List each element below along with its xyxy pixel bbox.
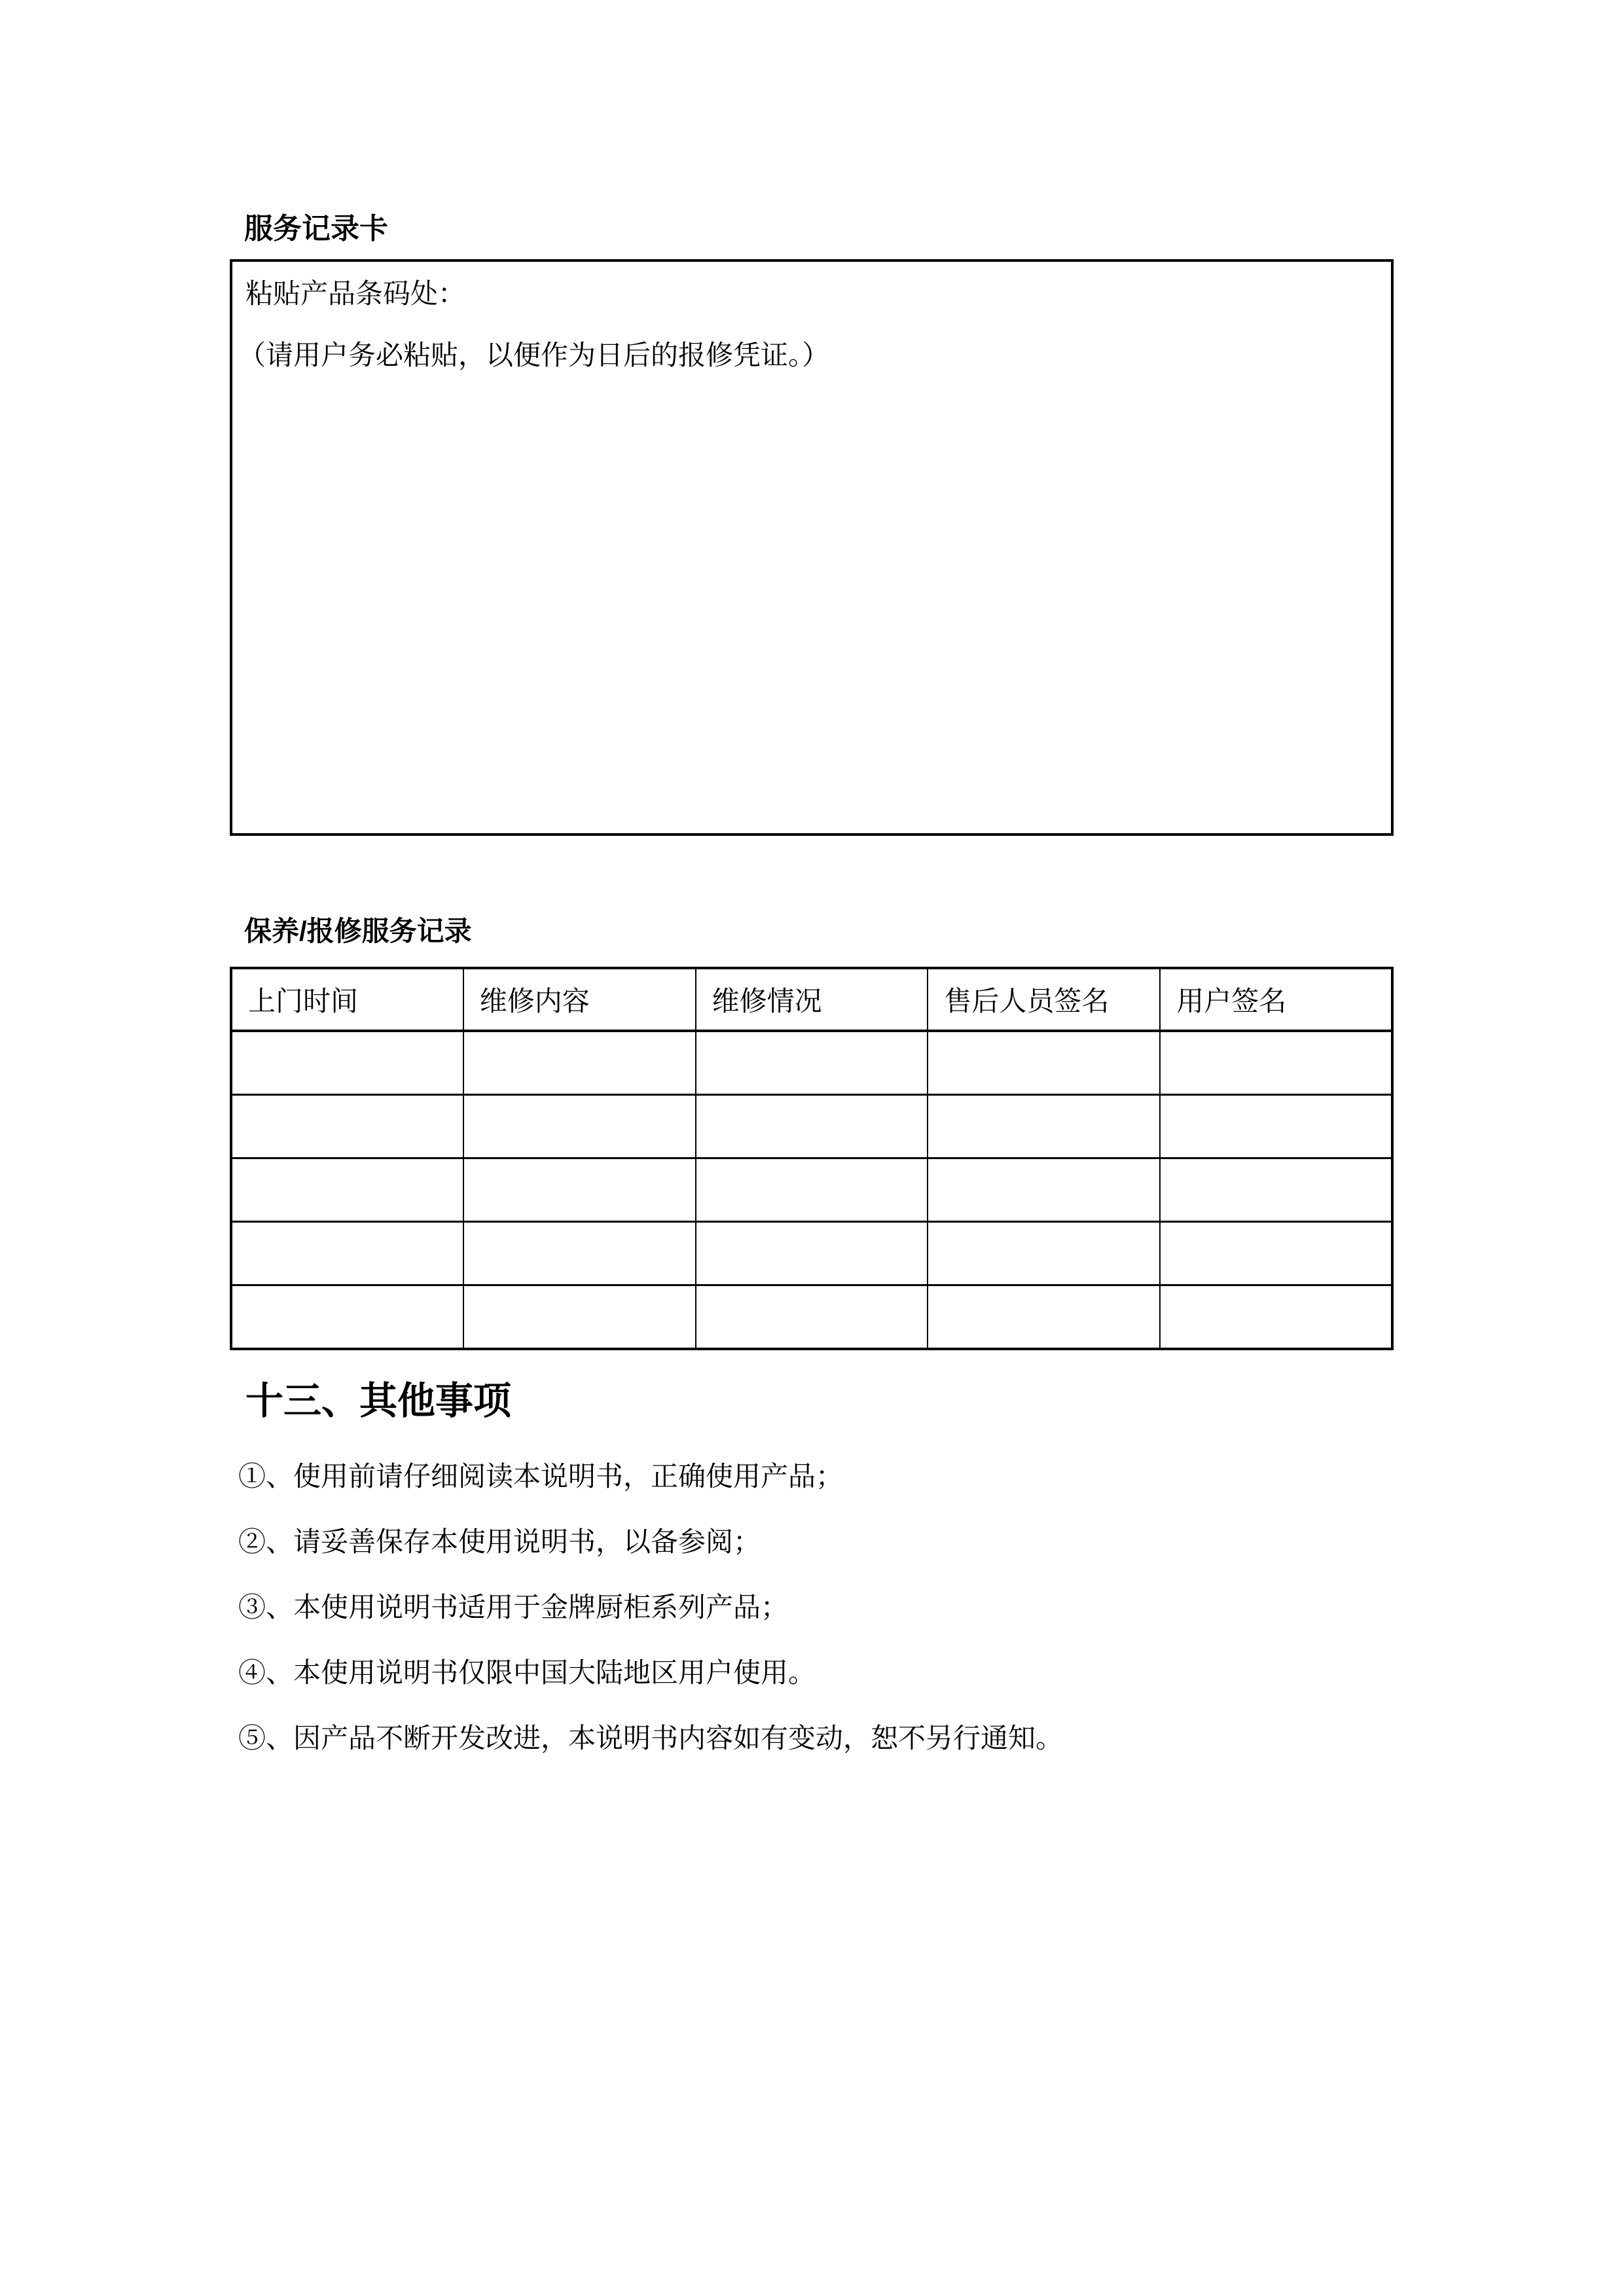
table-cell [231, 1095, 463, 1158]
table-cell [696, 1095, 928, 1158]
table-cell [231, 1158, 463, 1222]
table-cell [231, 1285, 463, 1350]
table-row [231, 1158, 1392, 1222]
table-cell [696, 1222, 928, 1285]
barcode-paste-box [230, 259, 1394, 836]
table-cell [231, 1031, 463, 1095]
maintenance-record-title: 保养/报修服务记录 [244, 916, 472, 946]
table-cell [463, 1285, 696, 1350]
table-cell [928, 1285, 1160, 1350]
table-cell [1160, 1285, 1392, 1350]
table-row [231, 1031, 1392, 1095]
note-item-1: ①、使用前请仔细阅读本说明书，正确使用产品； [238, 1461, 844, 1492]
table-cell [463, 1222, 696, 1285]
table-cell [696, 1285, 928, 1350]
note-item-4: ④、本使用说明书仅限中国大陆地区用户使用。 [238, 1657, 816, 1689]
barcode-box-instruction: 粘贴产品条码处： [245, 278, 466, 309]
table-row [231, 1285, 1392, 1350]
table-cell [696, 1158, 928, 1222]
table-cell [1160, 1095, 1392, 1158]
table-cell [928, 1095, 1160, 1158]
table-row [231, 1095, 1392, 1158]
table-cell [463, 1095, 696, 1158]
maintenance-record-table [230, 967, 1394, 1350]
table-cell [463, 1158, 696, 1222]
note-item-2: ②、请妥善保存本使用说明书，以备参阅； [238, 1526, 761, 1558]
table-header-cell: 维修内容 [463, 968, 696, 1031]
table-cell [463, 1031, 696, 1095]
table-cell [696, 1031, 928, 1095]
other-matters-title: 十三、其他事项 [245, 1380, 512, 1422]
table-cell [1160, 1222, 1392, 1285]
table-cell [928, 1222, 1160, 1285]
table-header-cell: 维修情况 [696, 968, 928, 1031]
table-cell [928, 1158, 1160, 1222]
service-record-card-title: 服务记录卡 [244, 213, 388, 245]
table-header-cell: 用户签名 [1160, 968, 1392, 1031]
table-cell [1160, 1031, 1392, 1095]
table-header-cell: 售后人员签名 [928, 968, 1160, 1031]
note-item-5: ⑤、因产品不断开发改进，本说明书内容如有变动，恕不另行通知。 [238, 1723, 1064, 1754]
note-item-3: ③、本使用说明书适用于金牌厨柜系列产品； [238, 1592, 789, 1623]
table-header-cell: 上门时间 [231, 968, 463, 1031]
table-row [231, 1222, 1392, 1285]
table-cell [928, 1031, 1160, 1095]
table-cell [231, 1222, 463, 1285]
other-matters-notes [238, 1462, 1063, 1789]
table-cell [1160, 1158, 1392, 1222]
barcode-box-note: （请用户务必粘贴，以便作为日后的报修凭证。） [238, 340, 830, 370]
